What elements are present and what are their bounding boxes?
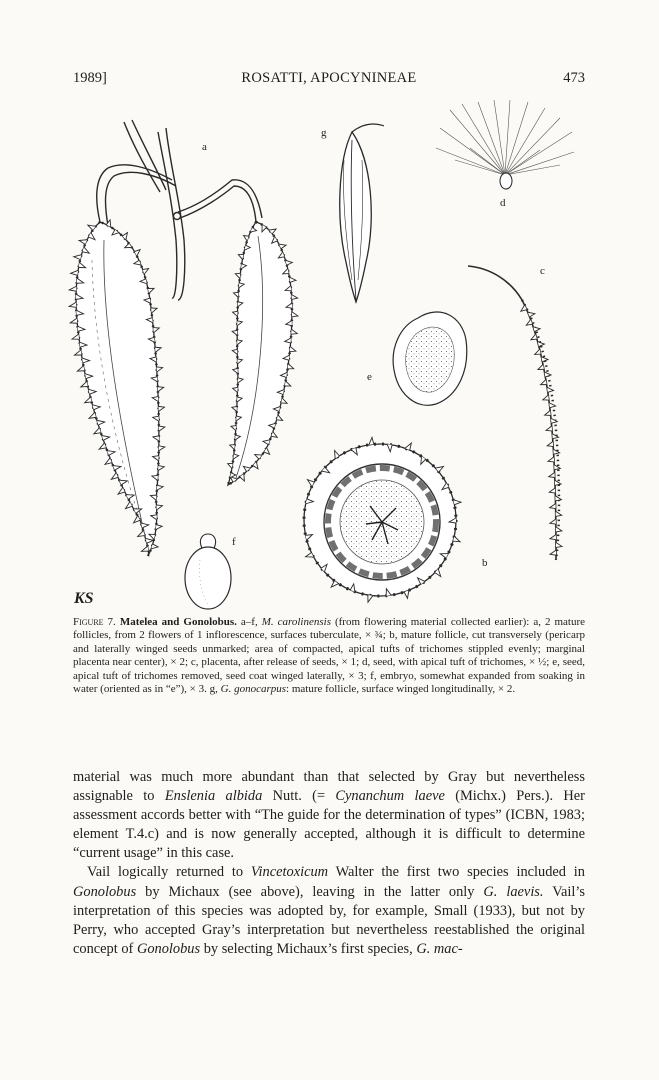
tubercle: [556, 542, 562, 547]
tubercle: [157, 367, 163, 372]
label-g: g: [321, 127, 327, 139]
tubercle: [288, 364, 294, 369]
tubercle: [81, 382, 88, 387]
label-f: f: [232, 536, 236, 548]
tubercle: [159, 446, 165, 451]
tubercle: [233, 387, 238, 392]
label-a: a: [202, 141, 207, 153]
tubercle: [541, 357, 548, 362]
tubercle: [550, 550, 556, 555]
tubercle: [157, 485, 163, 490]
tubercle: [550, 519, 556, 524]
caption-figure-label: Figure 7.: [73, 616, 116, 628]
tubercle: [290, 347, 296, 352]
caption-species: M. carolinensis: [261, 616, 331, 628]
tubercle: [72, 334, 79, 339]
tubercle: [453, 536, 460, 542]
figure-e-seed: [393, 312, 467, 405]
tubercle: [233, 292, 238, 297]
tubercle: [232, 330, 237, 335]
tubercle: [74, 350, 81, 355]
illustrator-initials: KS: [74, 590, 94, 607]
text-run: (Michx.) Pers.). Her assessment accords better with “The guide for the determination of types” (ICBN, 1983; element T.4.c) and is now generally accepted, although it is difficult to determine “current usage” in this case.: [73, 788, 585, 862]
tubercle: [158, 387, 164, 392]
tubercle: [546, 426, 552, 431]
tubercle: [70, 318, 77, 323]
tubercle: [158, 406, 164, 411]
figure-b-cross-section: [304, 444, 456, 596]
tubercle: [292, 312, 298, 317]
body-text: [73, 768, 585, 959]
tubercle: [85, 397, 92, 403]
figure-d-seed-with-tuft: [436, 100, 574, 189]
tubercle: [158, 466, 164, 471]
tubercle: [368, 595, 373, 602]
tubercle: [159, 426, 165, 431]
figure-f-embryo: [185, 534, 231, 609]
tubercle: [549, 473, 555, 478]
taxon-name: G. laevis.: [483, 883, 544, 900]
text-run: material was much more abundant than that selected by Gray but nevertheless assignable to: [73, 769, 585, 805]
text-run: Nutt. (=: [262, 788, 336, 805]
tubercle: [549, 403, 555, 408]
caption-text: (from flowering material collected earlier): a, 2 mature follicles, from 2 flowers of 1 inflorescence, surfaces tuberculate, × ¾; b, mature follicle, cut transversely (pericarp and laterally winged seeds unmarked; area of compacted, apical tufts of trichomes stippled evenly; marginal placenta near center), × 2; c, placenta, after release of seeds, × 1; d, seed, with apical tuft of trichomes, × ½; e, seed, apical tuft of trichomes removed, seed coat winged laterally, × 3; f, embryo, somewhat expanded from soaking in water (oriented as in “e”), × 3. g,: [73, 616, 585, 696]
paragraph: [73, 863, 585, 958]
text-run: by Michaux (see above), leaving in the latter only: [136, 883, 484, 900]
tubercle: [71, 270, 78, 275]
text-run: Vail’s interpretation of this species was adopted by, for example, Small (1933), but not by Perry, who accepted Gray’s interpretation but nevertheless reestablished the original concept of: [73, 883, 585, 957]
tubercle: [547, 441, 553, 446]
tubercle: [233, 368, 238, 373]
label-d: d: [500, 197, 506, 209]
tubercle: [235, 273, 240, 278]
label-b: b: [482, 557, 488, 569]
taxon-name: Vincetoxicum: [250, 864, 329, 881]
tubercle: [156, 505, 162, 510]
tubercle: [69, 286, 76, 291]
taxon-name: Gonolobus: [73, 883, 137, 900]
taxon-name: Gonolobus: [136, 940, 201, 957]
tubercle: [552, 434, 558, 439]
tubercle: [556, 527, 562, 532]
tubercle: [550, 535, 556, 540]
taxon-name: Cynanchum laeve: [335, 788, 445, 805]
tubercle: [232, 407, 237, 412]
figure-a-right-follicle: [228, 222, 292, 485]
tubercle: [230, 445, 235, 450]
tubercle: [153, 328, 159, 333]
tubercle: [291, 294, 297, 299]
label-c: c: [540, 265, 545, 277]
taxon-name: Enslenia albida: [164, 788, 263, 805]
tubercle: [231, 426, 236, 431]
tubercle: [77, 366, 84, 371]
tubercle: [548, 457, 554, 462]
tubercle: [289, 277, 296, 282]
tubercle: [550, 504, 556, 509]
text-run: by selecting Michaux’s first species,: [200, 940, 417, 957]
caption-species: G. gonocarpus: [220, 683, 287, 696]
tubercle: [156, 525, 162, 530]
paragraph: [73, 768, 585, 863]
tubercle: [291, 329, 297, 334]
tubercle: [232, 349, 237, 354]
caption-text: : mature follicle, surface winged longitudinally, × 2.: [286, 683, 516, 696]
caption-text: a–f,: [236, 616, 262, 628]
tubercle: [285, 381, 291, 386]
tubercle: [369, 437, 374, 444]
tubercle: [541, 380, 547, 385]
journal-year: 1989]: [73, 70, 107, 86]
tubercle: [74, 255, 82, 260]
tubercle: [551, 418, 557, 423]
figure-c-placenta: [468, 266, 559, 560]
tubercle: [228, 463, 233, 468]
figure-caption: [73, 616, 585, 696]
caption-genera: Matelea and Gonolobus.: [119, 616, 237, 628]
tubercle: [155, 347, 161, 352]
running-title: ROSATTI, APOCYNINEAE: [241, 70, 417, 86]
tubercle: [151, 308, 157, 313]
tubercle: [453, 500, 461, 505]
tubercle: [538, 364, 544, 369]
tubercle: [148, 288, 154, 293]
text-run: Vail logically returned to: [87, 864, 251, 881]
page-number: 473: [563, 70, 585, 86]
tubercle: [545, 410, 551, 415]
label-e: e: [367, 371, 372, 383]
tubercle: [556, 511, 562, 516]
tubercle: [544, 372, 551, 377]
tubercle: [555, 496, 561, 501]
figure-g-follicle: [340, 124, 384, 302]
text-run: Walter the first two species included in: [328, 864, 585, 881]
tubercle: [233, 311, 238, 316]
taxon-name: G. mac-: [416, 940, 463, 957]
tubercle: [69, 302, 76, 307]
tubercle: [547, 387, 554, 392]
tubercle: [141, 546, 148, 551]
tubercle: [549, 488, 555, 493]
tubercle: [543, 395, 549, 400]
